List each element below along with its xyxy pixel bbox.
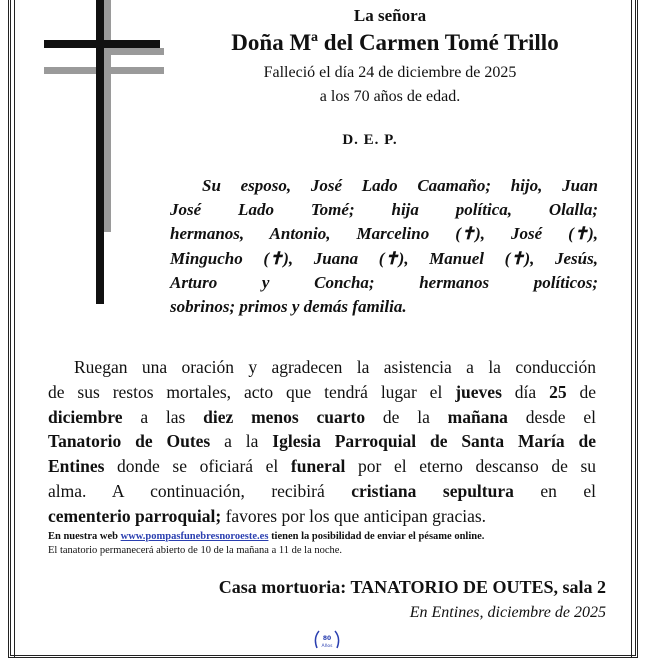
family-line: Arturo y Concha; hermanos políticos;: [170, 272, 598, 292]
web-notice: En nuestra web www.pompasfunebresnoroeste.es tienen la posibilidad de enviar el pésame online.: [48, 531, 485, 542]
body-line: de sus restos mortales, acto que tendrá lugar el jueves día 25 de: [48, 381, 597, 402]
rip-text: D. E. P.: [342, 132, 398, 148]
website-link[interactable]: www.pompasfunebresnoroeste.es: [120, 531, 269, 542]
family-list: [170, 174, 598, 319]
body-line: Ruegan una oración y agradecen la asistencia a la conducción: [74, 357, 596, 377]
company-logo-icon: [312, 628, 342, 652]
deceased-name: Doña Mª del Carmen Tomé Trillo: [231, 30, 559, 55]
title-label: La señora: [353, 6, 427, 25]
family-line: Mingucho (✝), Juana (✝), Manuel (✝), Jesús,: [170, 248, 598, 268]
death-date: Falleció el día 24 de diciembre de 2025: [263, 64, 517, 81]
age: a los 70 años de edad.: [319, 88, 461, 105]
body-line: Entines donde se oficiará el funeral por el eterno descanso de su: [48, 456, 597, 477]
body-line: Tanatorio de Outes a la Iglesia Parroquial de Santa María de: [48, 431, 597, 452]
svg-text:Años: Años: [321, 644, 333, 649]
svg-text:80: 80: [322, 635, 332, 642]
family-line: hermanos, Antonio, Marcelino (✝), José (✝),: [170, 224, 598, 244]
family-line: Su esposo, José Lado Caamaño; hijo, Juan: [202, 176, 598, 195]
family-line: José Lado Tomé; hija política, Olalla;: [170, 200, 598, 220]
family-line: sobrinos; primos y demás familia.: [170, 297, 407, 317]
opening-hours: El tanatorio permanecerá abierto de 10 de la mañana a 11 de la noche.: [48, 545, 343, 556]
place-date: En Entines, diciembre de 2025: [409, 604, 606, 621]
ceremony-text: [48, 355, 596, 529]
mortuary-location: Casa mortuoria: TANATORIO DE OUTES, sala 2: [218, 577, 606, 597]
body-line: alma. A continuación, recibirá cristiana sepultura en el: [48, 480, 597, 501]
body-line: diciembre a las diez menos cuarto de la mañana desde el: [48, 406, 597, 427]
body-line: cementerio parroquial; favores por los que anticipan gracias.: [48, 505, 487, 526]
